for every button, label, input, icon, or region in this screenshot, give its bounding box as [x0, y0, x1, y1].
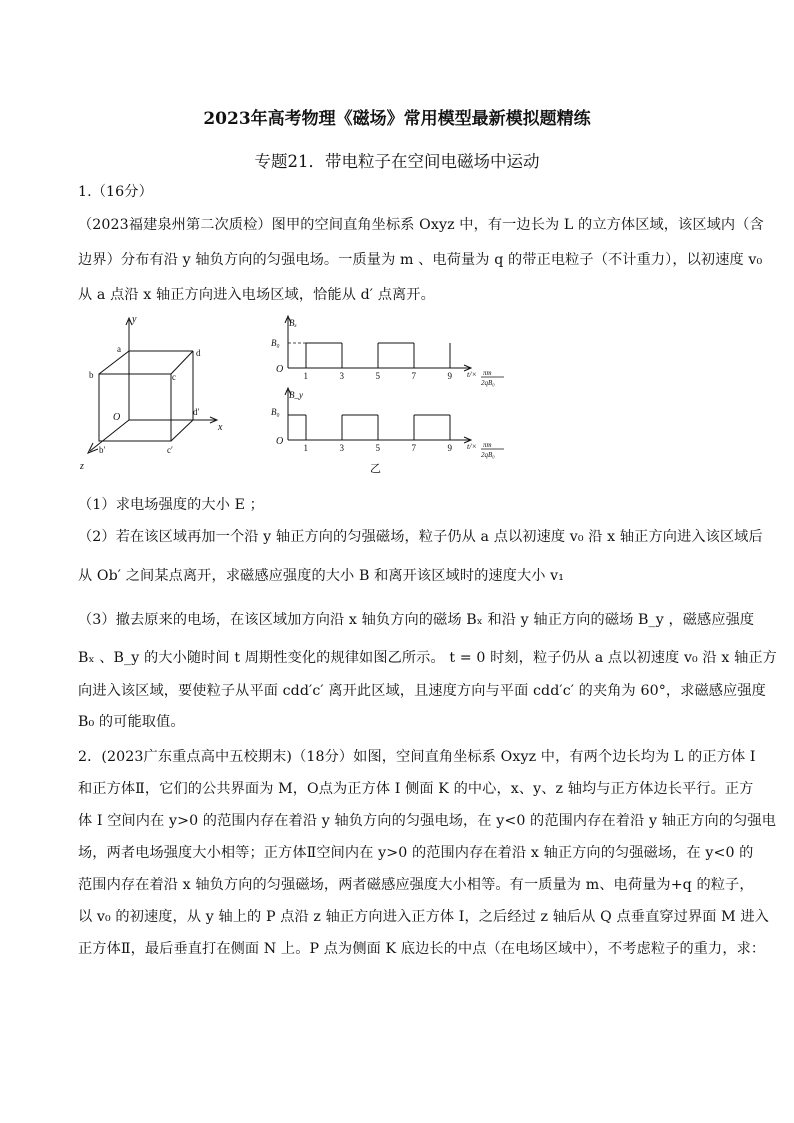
by-unit-num: πm — [483, 441, 492, 449]
by-t-unit: t/× — [467, 442, 477, 451]
q2-line-2: 和正方体Ⅱ，它们的公共界面为 M，O点为正方体 I 侧面 K 的中心，x、y、z 轴均与正方体边长平行。正方 — [78, 781, 754, 797]
q1-line-1: （2023福建泉州第二次质检）图甲的空间直角坐标系 Oxyz 中，有一边长为 L 的立方体区域，该区域内（含 — [78, 217, 764, 233]
q2-line-3: 体 I 空间内在 y>0 的范围内存在着沿 y 轴负方向的匀强电场，在 y<0 的范围内存在着沿 y 轴正方向的匀强电 — [78, 813, 776, 829]
q1-part-2-line-1: （2）若在该区域再加一个沿 y 轴正方向的匀强磁场，粒子仍从 a 点以初速度 v₀ 沿 x 轴正方向进入该区域后 — [78, 529, 763, 545]
q2-line-4: 场，两者电场强度大小相等；正方体Ⅱ空间内在 y>0 的范围内存在着沿 x 轴正方向的匀强磁场，在 y<0 的 — [78, 845, 754, 861]
by-tick-label-7: 7 — [411, 443, 416, 453]
q1-header: 1.（16分） — [78, 184, 153, 200]
cube-edge-ba — [99, 351, 129, 374]
by-b0-label: B₀ — [271, 407, 280, 417]
q2-line-7: 正方体Ⅱ，最后垂直打在侧面 N 上。P 点为侧面 K 底边长的中点（在电场区域中），不考虑粒子的重力，求： — [78, 941, 766, 957]
cube-label-b: b — [89, 370, 94, 380]
cube-edge-c2d2 — [171, 420, 193, 441]
bx-axis-label: Bₓ — [289, 318, 298, 328]
cube-figure — [76, 308, 236, 478]
bx-tick-label-5: 5 — [375, 371, 380, 381]
by-tick-label-9: 9 — [447, 443, 452, 453]
bx-tick-label-3: 3 — [339, 371, 344, 381]
by-unit-den: 2qB₀ — [481, 451, 495, 459]
bx-unit-num: πm — [483, 369, 492, 377]
cube-edge-cd — [171, 351, 193, 374]
cube-label-c: c — [172, 372, 176, 382]
bx-tick-label-1: 1 — [303, 371, 308, 381]
q2-line-6: 以 v₀ 的初速度，从 y 轴上的 P 点沿 z 轴正方向进入正方体 I，之后经过 z 轴后从 Q 点垂直穿过界面 M 进入 — [78, 909, 769, 925]
bx-tick-label-9: 9 — [447, 371, 452, 381]
document-title: 2023年高考物理《磁场》常用模型最新模拟题精练 — [203, 109, 591, 129]
cube-label-d: d — [196, 348, 201, 358]
bx-t-unit: t/× — [467, 370, 477, 379]
cube-label-origin: O — [113, 412, 121, 423]
cube-label-d-prime: d′ — [193, 407, 200, 417]
q1-part-1: （1）求电场强度的大小 E ； — [78, 497, 264, 513]
q1-part-3-line-2: Bₓ 、B_y 的大小随时间 t 周期性变化的规律如图乙所示。 t = 0 时刻，粒子仍从 a 点以初速度 v₀ 沿 x 轴正方 — [78, 650, 777, 666]
document-subtitle: 专题21．带电粒子在空间电磁场中运动 — [254, 152, 540, 171]
cube-label-z: z — [80, 461, 84, 472]
bx-origin-label: O — [276, 364, 284, 375]
z-axis — [90, 420, 129, 451]
q1-part-3-line-4: B₀ 的可能取值。 — [78, 714, 185, 730]
by-tick-label-1: 1 — [303, 443, 308, 453]
q1-part-3-line-3: 向进入该区域，要使粒子从平面 cdd′c′ 离开此区域，且速度方向与平面 cdd′c′ 的夹角为 60°，求磁感应强度 — [78, 683, 766, 699]
q2-line-5: 范围内存在着沿 x 轴负方向的匀强磁场，两者磁感应强度大小相等。有一质量为 m、电荷量为+q 的粒子， — [78, 877, 754, 893]
cube-label-a: a — [117, 344, 121, 354]
cube-label-x: x — [218, 422, 223, 433]
bx-tick-label-7: 7 — [411, 371, 416, 381]
cube-label-y: y — [132, 314, 137, 325]
by-origin-label: O — [276, 436, 284, 447]
bx-b0-label: B₀ — [271, 338, 280, 348]
q1-part-3-line-1: （3）撤去原来的电场，在该区域加方向沿 x 轴负方向的磁场 Bₓ 和沿 y 轴正方向的磁场 B_y ，磁感应强度 — [78, 612, 755, 628]
q1-line-3: 从 a 点沿 x 轴正方向进入电场区域，恰能从 d′ 点离开。 — [78, 287, 435, 303]
bx-unit-den: 2qB₀ — [481, 379, 495, 387]
q1-line-2: 边界）分布有沿 y 轴负方向的匀强电场。一质量为 m 、电荷量为 q 的带正电粒子（不计重力），以初速度 v₀ — [78, 252, 763, 268]
by-tick-label-5: 5 — [375, 443, 380, 453]
by-axis-label: B_y — [289, 390, 303, 400]
cube-label-c-prime: c′ — [167, 445, 173, 455]
cube-front-face — [99, 374, 171, 441]
cube-label-b-prime: b′ — [99, 445, 106, 455]
by-tick-label-3: 3 — [339, 443, 344, 453]
b-field-chart — [268, 314, 508, 476]
q1-part-2-line-2: 从 Ob′ 之间某点离开，求磁感应强度的大小 B 和离开该区域时的速度大小 v₁ — [78, 568, 565, 584]
q2-line-1: 2．(2023广东重点高中五校期末)（18分）如图，空间直角坐标系 Oxyz 中，有两个边长均为 L 的正方体 I — [78, 749, 756, 765]
figure-caption-yi: 乙 — [370, 463, 381, 475]
